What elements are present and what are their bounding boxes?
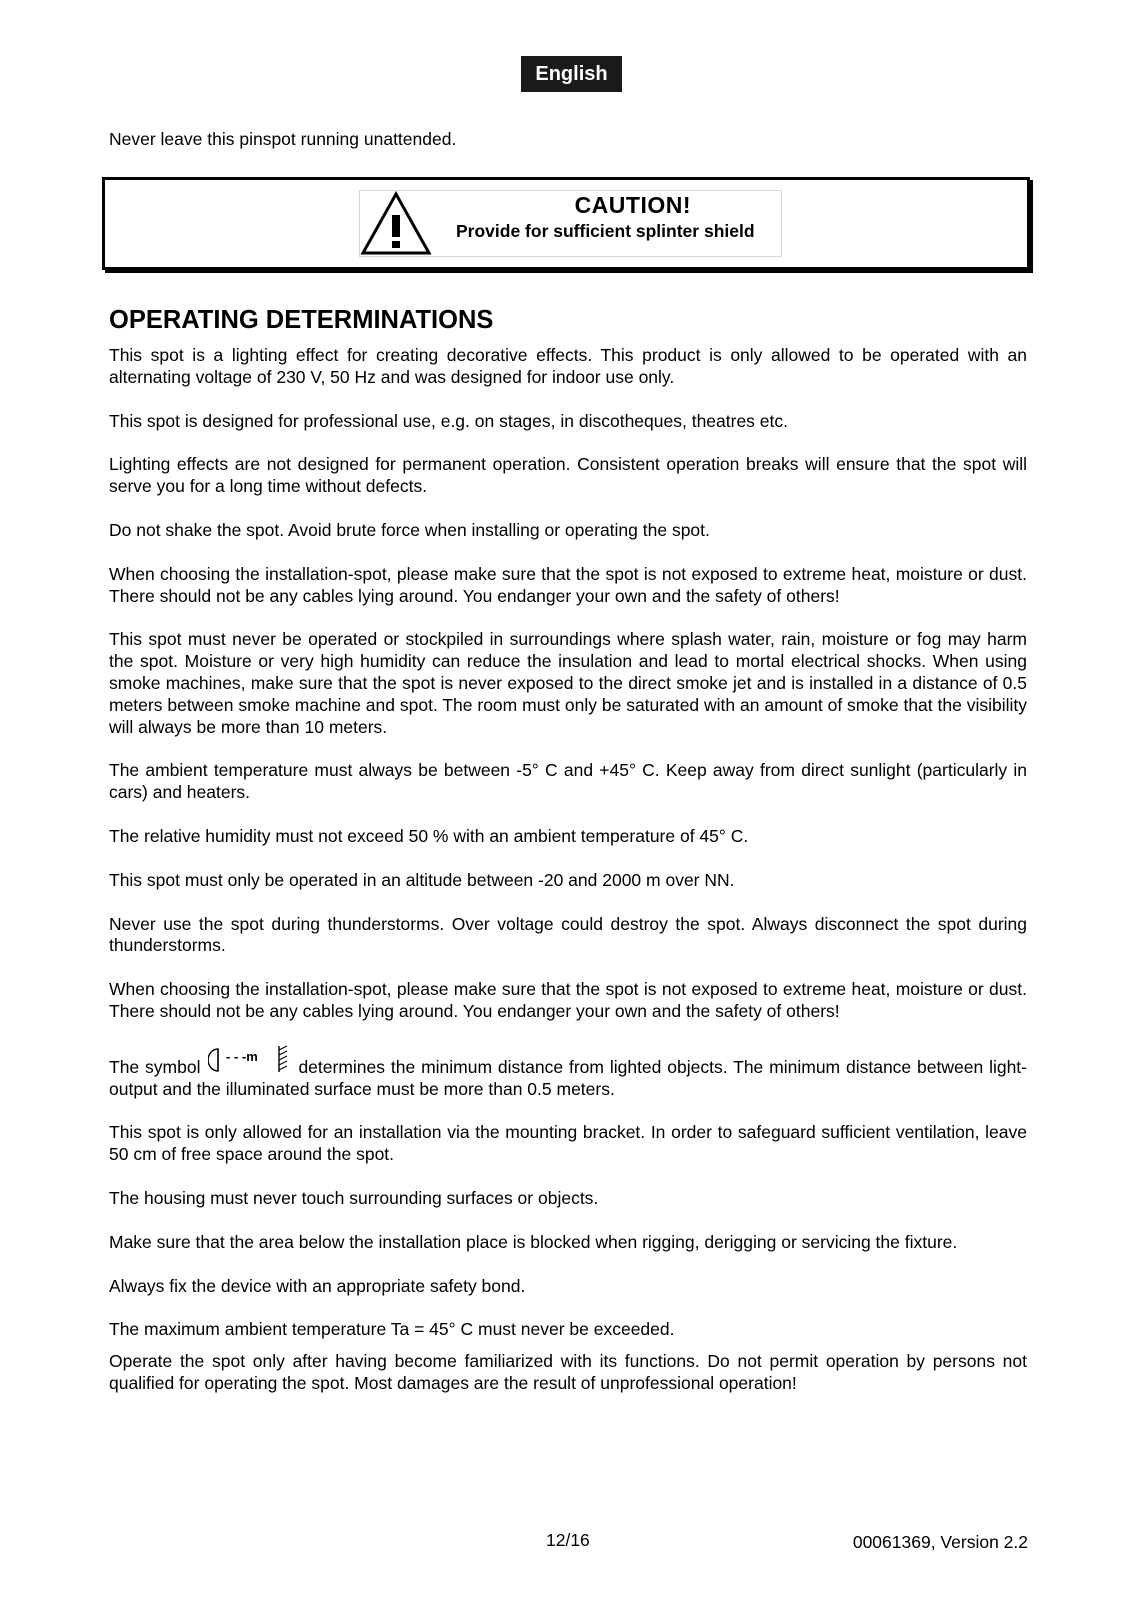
paragraph: This spot is only allowed for an installation via the mounting bracket. In order to safeguard sufficient ventilation, leave 50 cm of free space around the spot.	[109, 1122, 1027, 1165]
paragraph: Do not shake the spot. Avoid brute force when installing or operating the spot.	[109, 519, 710, 540]
paragraph: Operate the spot only after having become familiarized with its functions. Do not permit operation by persons not qualified for operating the spot. Most damages are the result of unprofessional operation!	[109, 1351, 1027, 1393]
symbol-label: - - -m	[226, 1048, 259, 1064]
paragraph: This spot must only be operated in an altitude between -20 and 2000 m over NN.	[109, 869, 735, 890]
document-version: 00061369, Version 2.2	[852, 1532, 1028, 1552]
paragraph: The relative humidity must not exceed 50 % with an ambient temperature of 45° C.	[109, 825, 749, 846]
paragraph: The ambient temperature must always be between -5° C and +45° C. Keep away from direct sunlight (particularly in cars) and heaters.	[109, 760, 1027, 803]
caution-title: CAUTION!	[574, 192, 691, 218]
paragraph: When choosing the installation-spot, please make sure that the spot is not exposed to extreme heat, moisture or dust. There should not be any cables lying around. You endanger your own and the safety of others!	[109, 979, 1027, 1021]
caution-box	[102, 177, 1030, 270]
language-badge: English	[521, 56, 622, 92]
symbol-text-before: The symbol	[109, 1056, 201, 1077]
section-body	[109, 345, 1027, 1417]
paragraph: The maximum ambient temperature Ta = 45° C must never be exceeded.	[109, 1319, 675, 1340]
paragraph: Lighting effects are not designed for permanent operation. Consistent operation breaks will ensure that the spot will serve you for a long time without defects.	[109, 454, 1027, 497]
section-heading: OPERATING DETERMINATIONS	[109, 306, 494, 334]
caution-text: Provide for sufficient splinter shield	[456, 221, 755, 241]
paragraph: The housing must never touch surrounding surfaces or objects.	[109, 1187, 599, 1208]
minimum-distance-icon	[208, 1045, 292, 1081]
intro-text: Never leave this pinspot running unattended.	[109, 129, 457, 149]
paragraph: This spot is designed for professional use, e.g. on stages, in discotheques, theatres etc.	[109, 410, 789, 431]
paragraph: Never use the spot during thunderstorms. Over voltage could destroy the spot. Always disconnect the spot during thunderstorms.	[109, 913, 1027, 956]
paragraph: This spot must never be operated or stockpiled in surroundings where splash water, rain, moisture or fog may harm the spot. Moisture or very high humidity can reduce the insulation and lead to mortal electrical shocks. When using smoke machines, make sure that the spot is never exposed to the direct smoke jet and is installed in a distance of 0.5 meters between smoke machine and spot. The room must only be saturated with an amount of smoke that the visibility will always be more than 10 meters.	[109, 629, 1027, 737]
caution-panel	[359, 190, 782, 257]
symbol-paragraph	[109, 1043, 1027, 1101]
paragraph: Make sure that the area below the installation place is blocked when rigging, derigging or servicing the fixture.	[109, 1231, 958, 1252]
page-number: 12/16	[546, 1530, 590, 1550]
paragraph: This spot is a lighting effect for creating decorative effects. This product is only allowed to be operated with an alternating voltage of 230 V, 50 Hz and was designed for indoor use only.	[109, 345, 1027, 387]
paragraph: When choosing the installation-spot, please make sure that the spot is not exposed to extreme heat, moisture or dust. There should not be any cables lying around. You endanger your own and the safety of others!	[109, 563, 1027, 606]
symbol-text-after: determines the minimum distance from lighted objects. The minimum distance between light-output and the illuminated surface must be more than 0.5 meters.	[109, 1056, 1027, 1099]
paragraph: Always fix the device with an appropriate safety bond.	[109, 1275, 526, 1296]
